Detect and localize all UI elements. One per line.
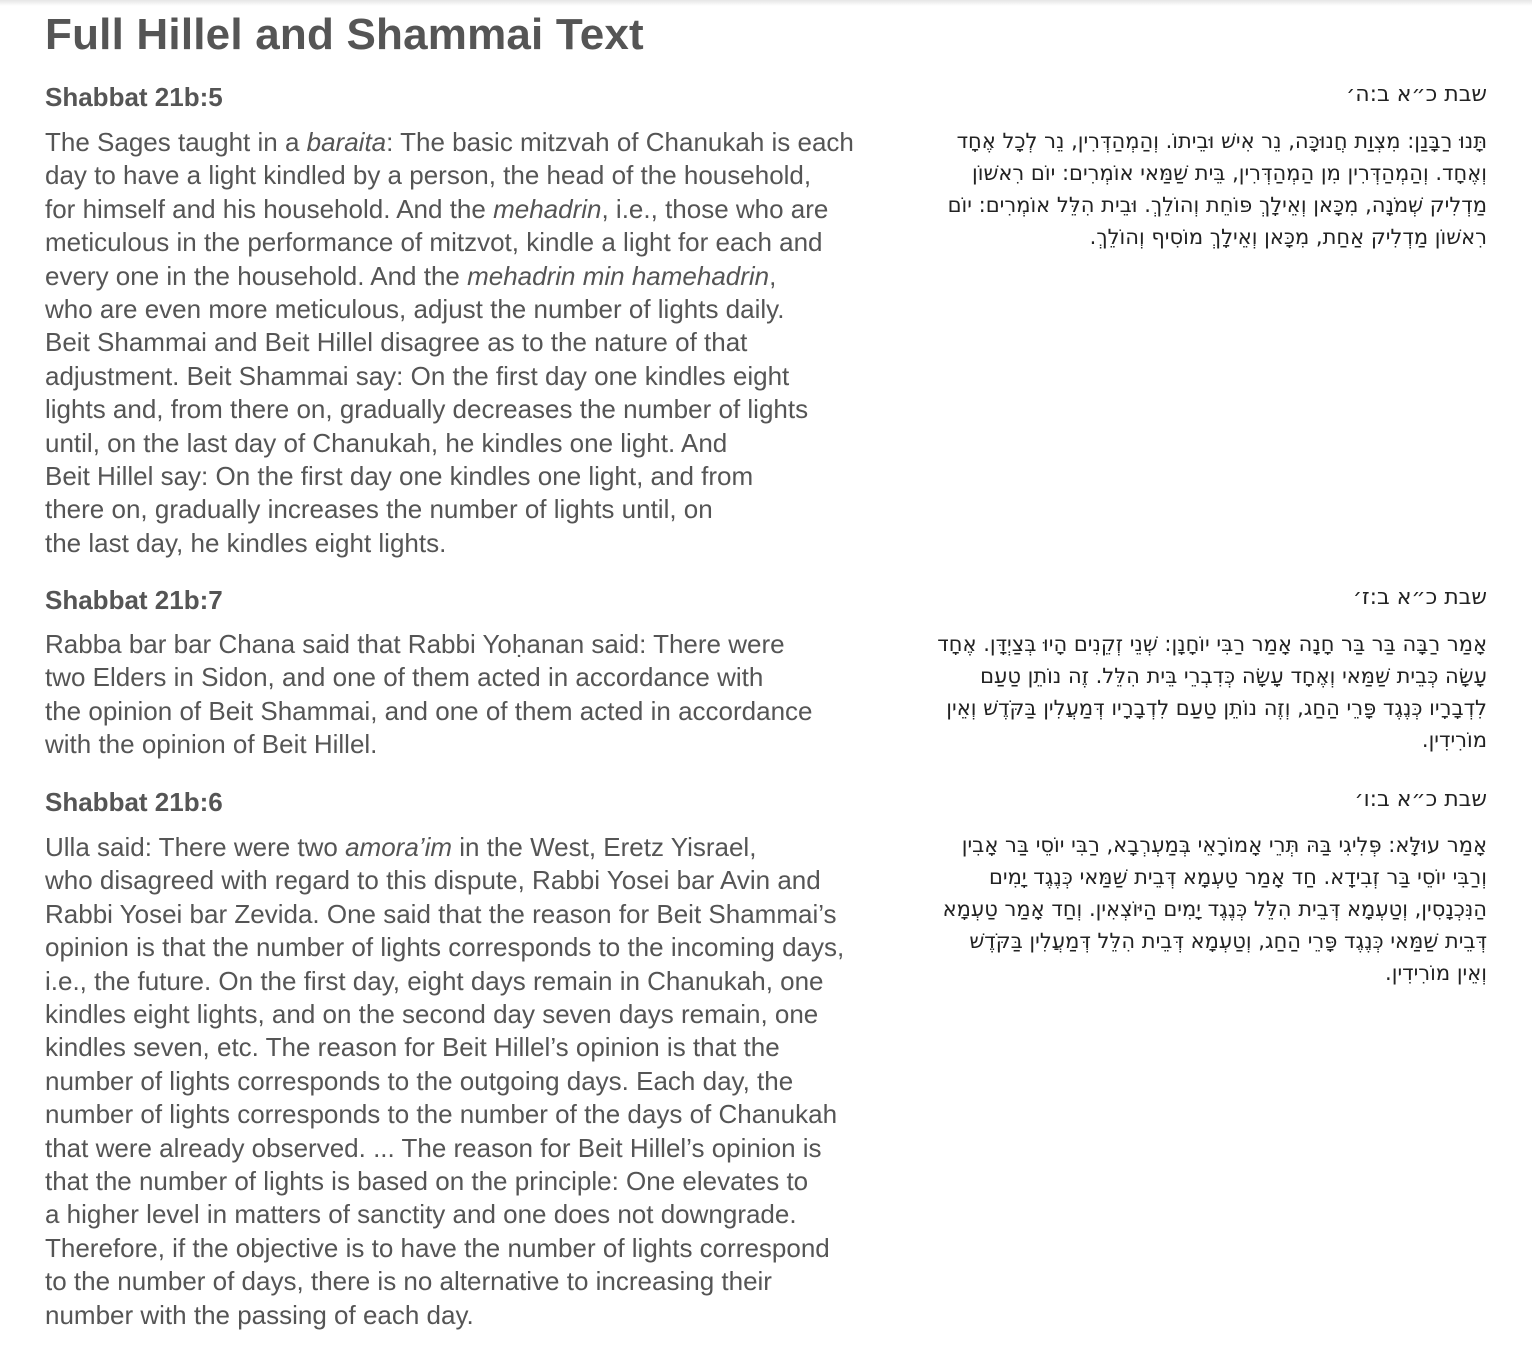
english-passage (45, 831, 871, 1332)
passage-text: Ulla said: There were two (45, 832, 346, 862)
english-ref-title[interactable]: Shabbat 21b:6 (45, 787, 223, 817)
hebrew-ref-title[interactable]: שבת כ״א ב:ו׳ (1354, 787, 1487, 812)
hebrew-ref-title[interactable]: שבת כ״א ב:ה׳ (1346, 82, 1487, 107)
hebrew-passage: אָמַר רַבָּה בַּר בַּר חָנָה אָמַר רַבִּי יוֹחָנָן: שְׁנֵי זְקֵנִים הָיוּ בְּצַיְדָּן. אֶחָד עָשָׂה כְּבֵית שַׁמַּאי וְאֶחָד עָשָׂה כְּדִבְרֵי בֵּית הִלֵּל. זֶה נוֹתֵן טַעַם לִדְבָרָיו כְּנֶגֶד פָּרֵי הַחַג, וְזֶה נוֹתֵן טַעַם לִדְבָרָיו דְּמַעֲלִין בַּקֹּדֶשׁ וְאֵין מוֹרִידִין. (937, 632, 1487, 752)
page-title: Full Hillel and Shammai Text (45, 10, 644, 59)
english-passage (45, 628, 871, 762)
english-passage (45, 126, 871, 560)
italic-term: baraita (306, 127, 387, 157)
passage-text: Rabba bar bar Chana said that Rabbi Yoḥanan said: There were two Elders in Sidon, and one of them acted in accordance with the opinion of Beit Shammai, and one of them acted in accordance with the opinion of Beit Hillel. (45, 629, 813, 760)
hebrew-passage: אָמַר עוּלָּא: פְּלִיגִי בַּהּ תְּרֵי אָמוֹרָאֵי בְּמַעְרְבָא, רַבִּי יוֹסֵי בַּר אָבִין וְרַבִּי יוֹסֵי בַּר זְבִידָא. חַד אָמַר טַעְמָא דְּבֵית שַׁמַּאי כְּנֶגֶד יָמִים הַנִּכְנָסִין, וְטַעְמָא דְּבֵית הִלֵּל כְּנֶגֶד יָמִים הַיּוֹצְאִין. וְחַד אָמַר טַעְמָא דְּבֵית שַׁמַּאי כְּנֶגֶד פָּרֵי הַחַג, וְטַעְמָא דְּבֵית הִלֵּל דְּמַעֲלִין בַּקֹּדֶשׁ וְאֵין מוֹרִידִין. (942, 833, 1487, 985)
english-ref-title[interactable]: Shabbat 21b:7 (45, 585, 223, 615)
top-shadow (0, 0, 1532, 6)
hebrew-ref-title[interactable]: שבת כ״א ב:ז׳ (1352, 585, 1487, 610)
passage-text: in the West, Eretz Yisrael, who disagreed with regard to this dispute, Rabbi Yosei bar Avin and Rabbi Yosei bar Zevida. One said that the reason for Beit Shammai’s opinion is that the number of lights corresponds to the incoming days, i.e., the future. On the first day, eight days remain in Chanukah, one kindles eight lights, and on the second day seven days remain, one kindles seven, etc. The reason for Beit Hillel’s opinion is that the number of lights corresponds to the outgoing days. Each day, the number of lights corresponds to the number of the days of Chanukah that were already observed. ... The reason for Beit Hillel’s opinion is that the number of lights is based on the principle: One elevates to a higher level in matters of sanctity and one does not downgrade. Therefore, if the objective is to have the number of lights correspond to the number of days, there is no alternative to increasing their number with the passing of each day. (45, 832, 845, 1330)
passage-text: : The basic mitzvah of Chanukah is each day to have a light kindled by a person, the head of the household, for himself and his household. And the (45, 127, 854, 224)
italic-term: mehadrin (493, 193, 602, 224)
passage-text: The Sages taught in a (45, 127, 307, 157)
italic-term: amora’im (345, 832, 453, 862)
passage-text: , who are even more meticulous, adjust the number of lights daily. Beit Shammai and Beit Hillel disagree as to the nature of that adjustment. Beit Shammai say: On the first day one kindles eight lights and, from there on, gradually decreases the number of lights until, on the last day of Chanukah, he kindles one light. And Beit Hillel say: On the first day one kindles one light, and from there on, gradually increases the number of lights until, on the last day, he kindles eight lights. (45, 260, 809, 558)
english-ref-title[interactable]: Shabbat 21b:5 (45, 82, 223, 112)
italic-term: mehadrin min hamehadrin (467, 260, 770, 291)
passage-text: , i.e., those who are meticulous in the performance of mitzvot, kindle a light for each and every one in the household. And the (45, 193, 829, 291)
hebrew-passage: תָּנוּ רַבָּנַן: מִצְוַת חֲנוּכָּה, נֵר אִישׁ וּבֵיתוֹ. וְהַמְהַדְּרִין, נֵר לְכָל אֶחָד וְאֶחָד. וְהַמְהַדְּרִין מִן הַמְהַדְּרִין, בֵּית שַׁמַּאי אוֹמְרִים: יוֹם רִאשׁוֹן מַדְלִיק שְׁמֹנָה, מִכָּאן וְאֵילָךְ פּוֹחֵת וְהוֹלֵךְ. וּבֵית הִלֵּל אוֹמְרִים: יוֹם רִאשׁוֹן מַדְלִיק אַחַת, מִכָּאן וְאֵילָךְ מוֹסִיף וְהוֹלֵךְ. (947, 129, 1487, 249)
